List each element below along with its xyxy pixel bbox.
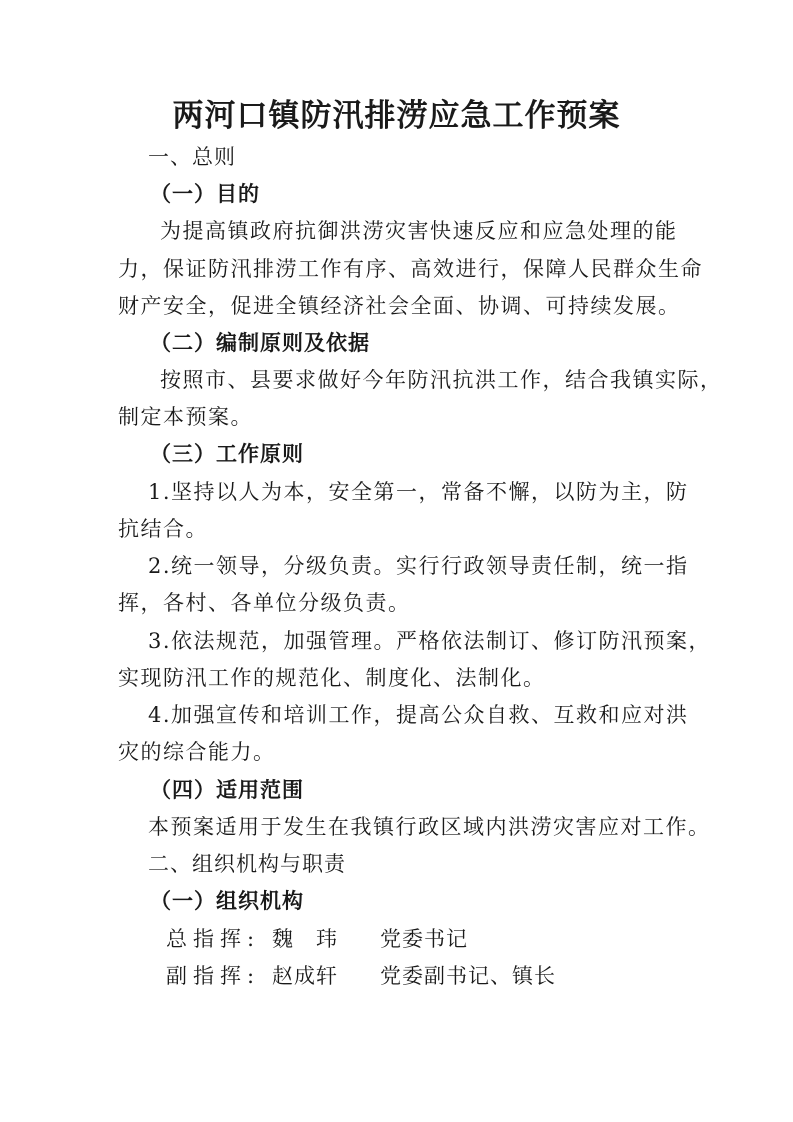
roster-role: 总指挥: (166, 927, 261, 951)
roster-duty: 党委书记 (380, 927, 468, 951)
roster-duty: 党委副书记、镇长 (380, 964, 556, 988)
subsection-heading-purpose: （一）目的 (150, 182, 260, 206)
roster-person: 赵成轩 (272, 964, 338, 988)
paragraph-line: 4.加强宣传和培训工作，提高公众自救、互救和应对洪 (148, 703, 689, 727)
section-heading-organization: 二、组织机构与职责 (148, 852, 346, 876)
subsection-heading-scope: （四）适用范围 (150, 778, 304, 802)
roster-role: 副指挥: (166, 964, 261, 988)
document-title: 两河口镇防汛排涝应急工作预案 (172, 98, 621, 134)
paragraph-line: 挥，各村、各单位分级负责。 (118, 591, 411, 615)
roster-person: 魏 玮 (272, 927, 338, 951)
paragraph-line: 制定本预案。 (118, 405, 253, 429)
paragraph-line: 灾的综合能力。 (118, 740, 276, 764)
subsection-heading-working-principles: （三）工作原则 (150, 442, 304, 466)
paragraph-line: 力，保证防汛排涝工作有序、高效进行，保障人民群众生命 (118, 257, 703, 281)
paragraph-line: 3.依法规范，加强管理。严格依法制订、修订防汛预案， (148, 629, 712, 653)
paragraph-line: 实现防汛工作的规范化、制度化、法制化。 (118, 666, 546, 690)
paragraph-line: 1.坚持以人为本，安全第一，常备不懈，以防为主，防 (148, 480, 689, 504)
section-heading-general: 一、总则 (148, 145, 236, 169)
paragraph-line: 按照市、县要求做好今年防汛抗洪工作，结合我镇实际， (160, 368, 723, 392)
paragraph-line: 抗结合。 (118, 517, 208, 541)
paragraph-line: 2.统一领导，分级负责。实行行政领导责任制，统一指 (148, 554, 689, 578)
paragraph-line: 财产安全，促进全镇经济社会全面、协调、可持续发展。 (118, 294, 681, 318)
paragraph-line: 为提高镇政府抗御洪涝灾害快速反应和应急处理的能 (160, 219, 678, 243)
paragraph-line: 本预案适用于发生在我镇行政区域内洪涝灾害应对工作。 (148, 815, 711, 839)
subsection-heading-organization: （一）组织机构 (150, 889, 304, 913)
subsection-heading-principles-basis: （二）编制原则及依据 (150, 331, 370, 355)
